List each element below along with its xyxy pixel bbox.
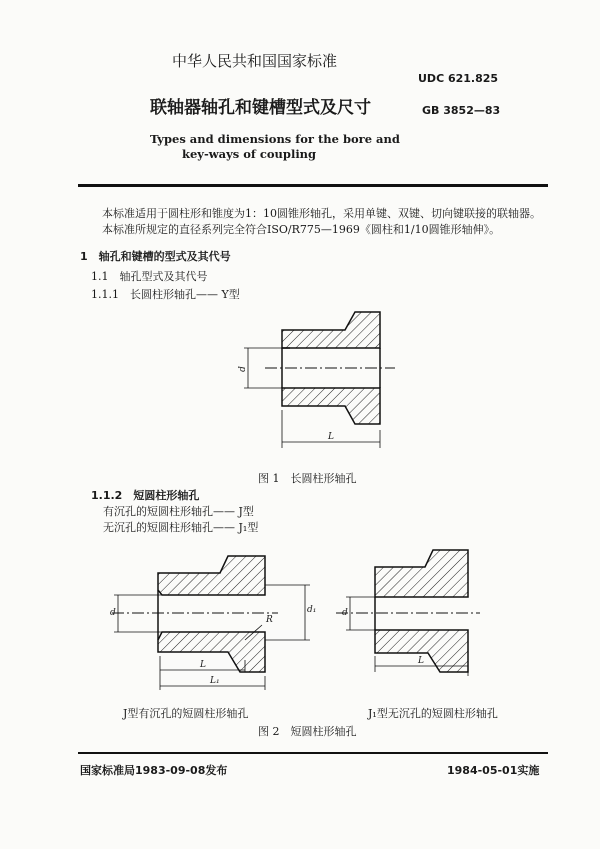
figure-1-caption: 图 1 长圆柱形轴孔 — [258, 472, 357, 485]
figure-2-left-caption: J型有沉孔的短圆柱形轴孔 — [123, 707, 249, 720]
national-standard-label: 中华人民共和国国家标准 — [172, 52, 338, 70]
document-title: 联轴器轴孔和键槽型式及尺寸 — [150, 98, 371, 118]
fig2-left-dim-d: d — [110, 608, 116, 618]
issue-date: 国家标准局1983-09-08发布 — [80, 764, 228, 777]
fig2-left-dim-d1: d₁ — [307, 605, 317, 615]
fig2-left-dim-L: L — [200, 660, 206, 670]
fig1-dim-d: d — [237, 366, 248, 372]
paragraph-scope: 本标准适用于圆柱形和锥度为1：10圆锥形轴孔，采用单键、双键、切向键联接的联轴器。 — [102, 207, 541, 220]
footer-rule — [78, 752, 548, 754]
fig2-right-dim-d: d — [342, 608, 348, 618]
figure-2-j1-type-bore — [375, 550, 468, 672]
english-title-line2: key-ways of coupling — [182, 147, 317, 161]
fig2-right-dim-L: L — [418, 656, 424, 666]
section-1-1-heading: 1.1 轴孔型式及其代号 — [91, 270, 208, 283]
figure-2-j-type-bore — [158, 556, 265, 672]
fig2-left-dim-L1: L₁ — [210, 676, 220, 686]
english-title-line1: Types and dimensions for the bore and — [150, 132, 400, 146]
section-1-heading: 1 轴孔和键槽的型式及其代号 — [80, 250, 231, 263]
section-1-1-2-heading: 1.1.2 短圆柱形轴孔 — [91, 489, 200, 502]
section-1-1-1-heading: 1.1.1 长圆柱形轴孔—— Y型 — [91, 288, 240, 301]
standard-number: GB 3852—83 — [422, 104, 501, 117]
fig2-left-dim-R: R — [266, 615, 273, 625]
figure-2-caption: 图 2 短圆柱形轴孔 — [258, 725, 357, 738]
effective-date: 1984-05-01实施 — [447, 764, 540, 777]
j1-type-line: 无沉孔的短圆柱形轴孔—— J₁型 — [103, 521, 259, 534]
paragraph-iso: 本标准所规定的直径系列完全符合ISO/R775—1969《圆柱和1/10圆锥形轴伸》。 — [102, 223, 501, 236]
figure-2-right-caption: J₁型无沉孔的短圆柱形轴孔 — [368, 707, 498, 720]
fig1-dim-L: L — [328, 432, 334, 442]
j-type-line: 有沉孔的短圆柱形轴孔—— J型 — [103, 505, 254, 518]
udc-code: UDC 621.825 — [418, 72, 499, 85]
